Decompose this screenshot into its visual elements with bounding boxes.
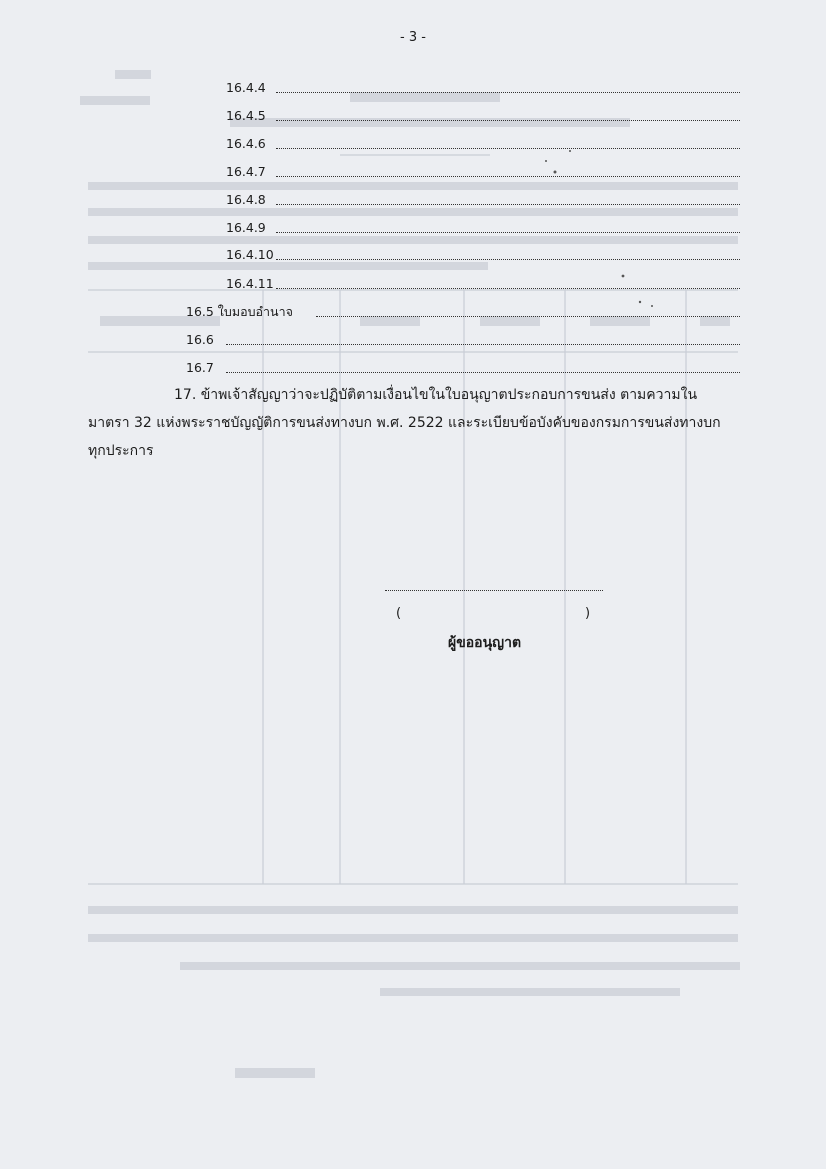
item-fill-line[interactable] bbox=[276, 204, 740, 205]
name-close-paren: ) bbox=[585, 606, 591, 621]
item-fill-line[interactable] bbox=[226, 344, 740, 345]
item-label: 16.7 bbox=[186, 360, 214, 375]
signature-line bbox=[385, 590, 603, 591]
item-label: 16.6 bbox=[186, 332, 214, 347]
item-label: 16.4.10 bbox=[226, 247, 274, 262]
page-number: - 3 - bbox=[400, 30, 426, 45]
item-fill-line[interactable] bbox=[276, 120, 740, 121]
item-label: 16.4.4 bbox=[226, 80, 266, 95]
item-fill-line[interactable] bbox=[226, 372, 740, 373]
item-fill-line[interactable] bbox=[276, 92, 740, 93]
item-fill-line[interactable] bbox=[276, 176, 740, 177]
item-fill-line[interactable] bbox=[276, 288, 740, 289]
clause-17 bbox=[88, 381, 742, 465]
item-fill-line[interactable] bbox=[276, 148, 740, 149]
item-label: 16.4.9 bbox=[226, 220, 266, 235]
item-label: 16.4.7 bbox=[226, 164, 266, 179]
name-open-paren: ( bbox=[396, 606, 402, 621]
clause-17-line-3: ทุกประการ bbox=[88, 443, 154, 459]
applicant-role-label: ผู้ขออนุญาต bbox=[448, 635, 522, 651]
item-label: 16.5 ใบมอบอำนาจ bbox=[186, 304, 293, 319]
item-label: 16.4.6 bbox=[226, 136, 266, 151]
item-label: 16.4.11 bbox=[226, 276, 274, 291]
clause-17-line-1: 17. ข้าพเจ้าสัญญาว่าจะปฏิบัติตามเงื่อนไขในใบอนุญาตประกอบการขนส่ง ตามความใน bbox=[174, 387, 698, 403]
item-fill-line[interactable] bbox=[316, 316, 740, 317]
clause-17-line-2: มาตรา 32 แห่งพระราชบัญญัติการขนส่งทางบก พ.ศ. 2522 และระเบียบข้อบังคับของกรมการขนส่งทางบก bbox=[88, 415, 721, 431]
item-fill-line[interactable] bbox=[276, 232, 740, 233]
item-label: 16.4.8 bbox=[226, 192, 266, 207]
item-label: 16.4.5 bbox=[226, 108, 266, 123]
item-fill-line[interactable] bbox=[276, 259, 740, 260]
